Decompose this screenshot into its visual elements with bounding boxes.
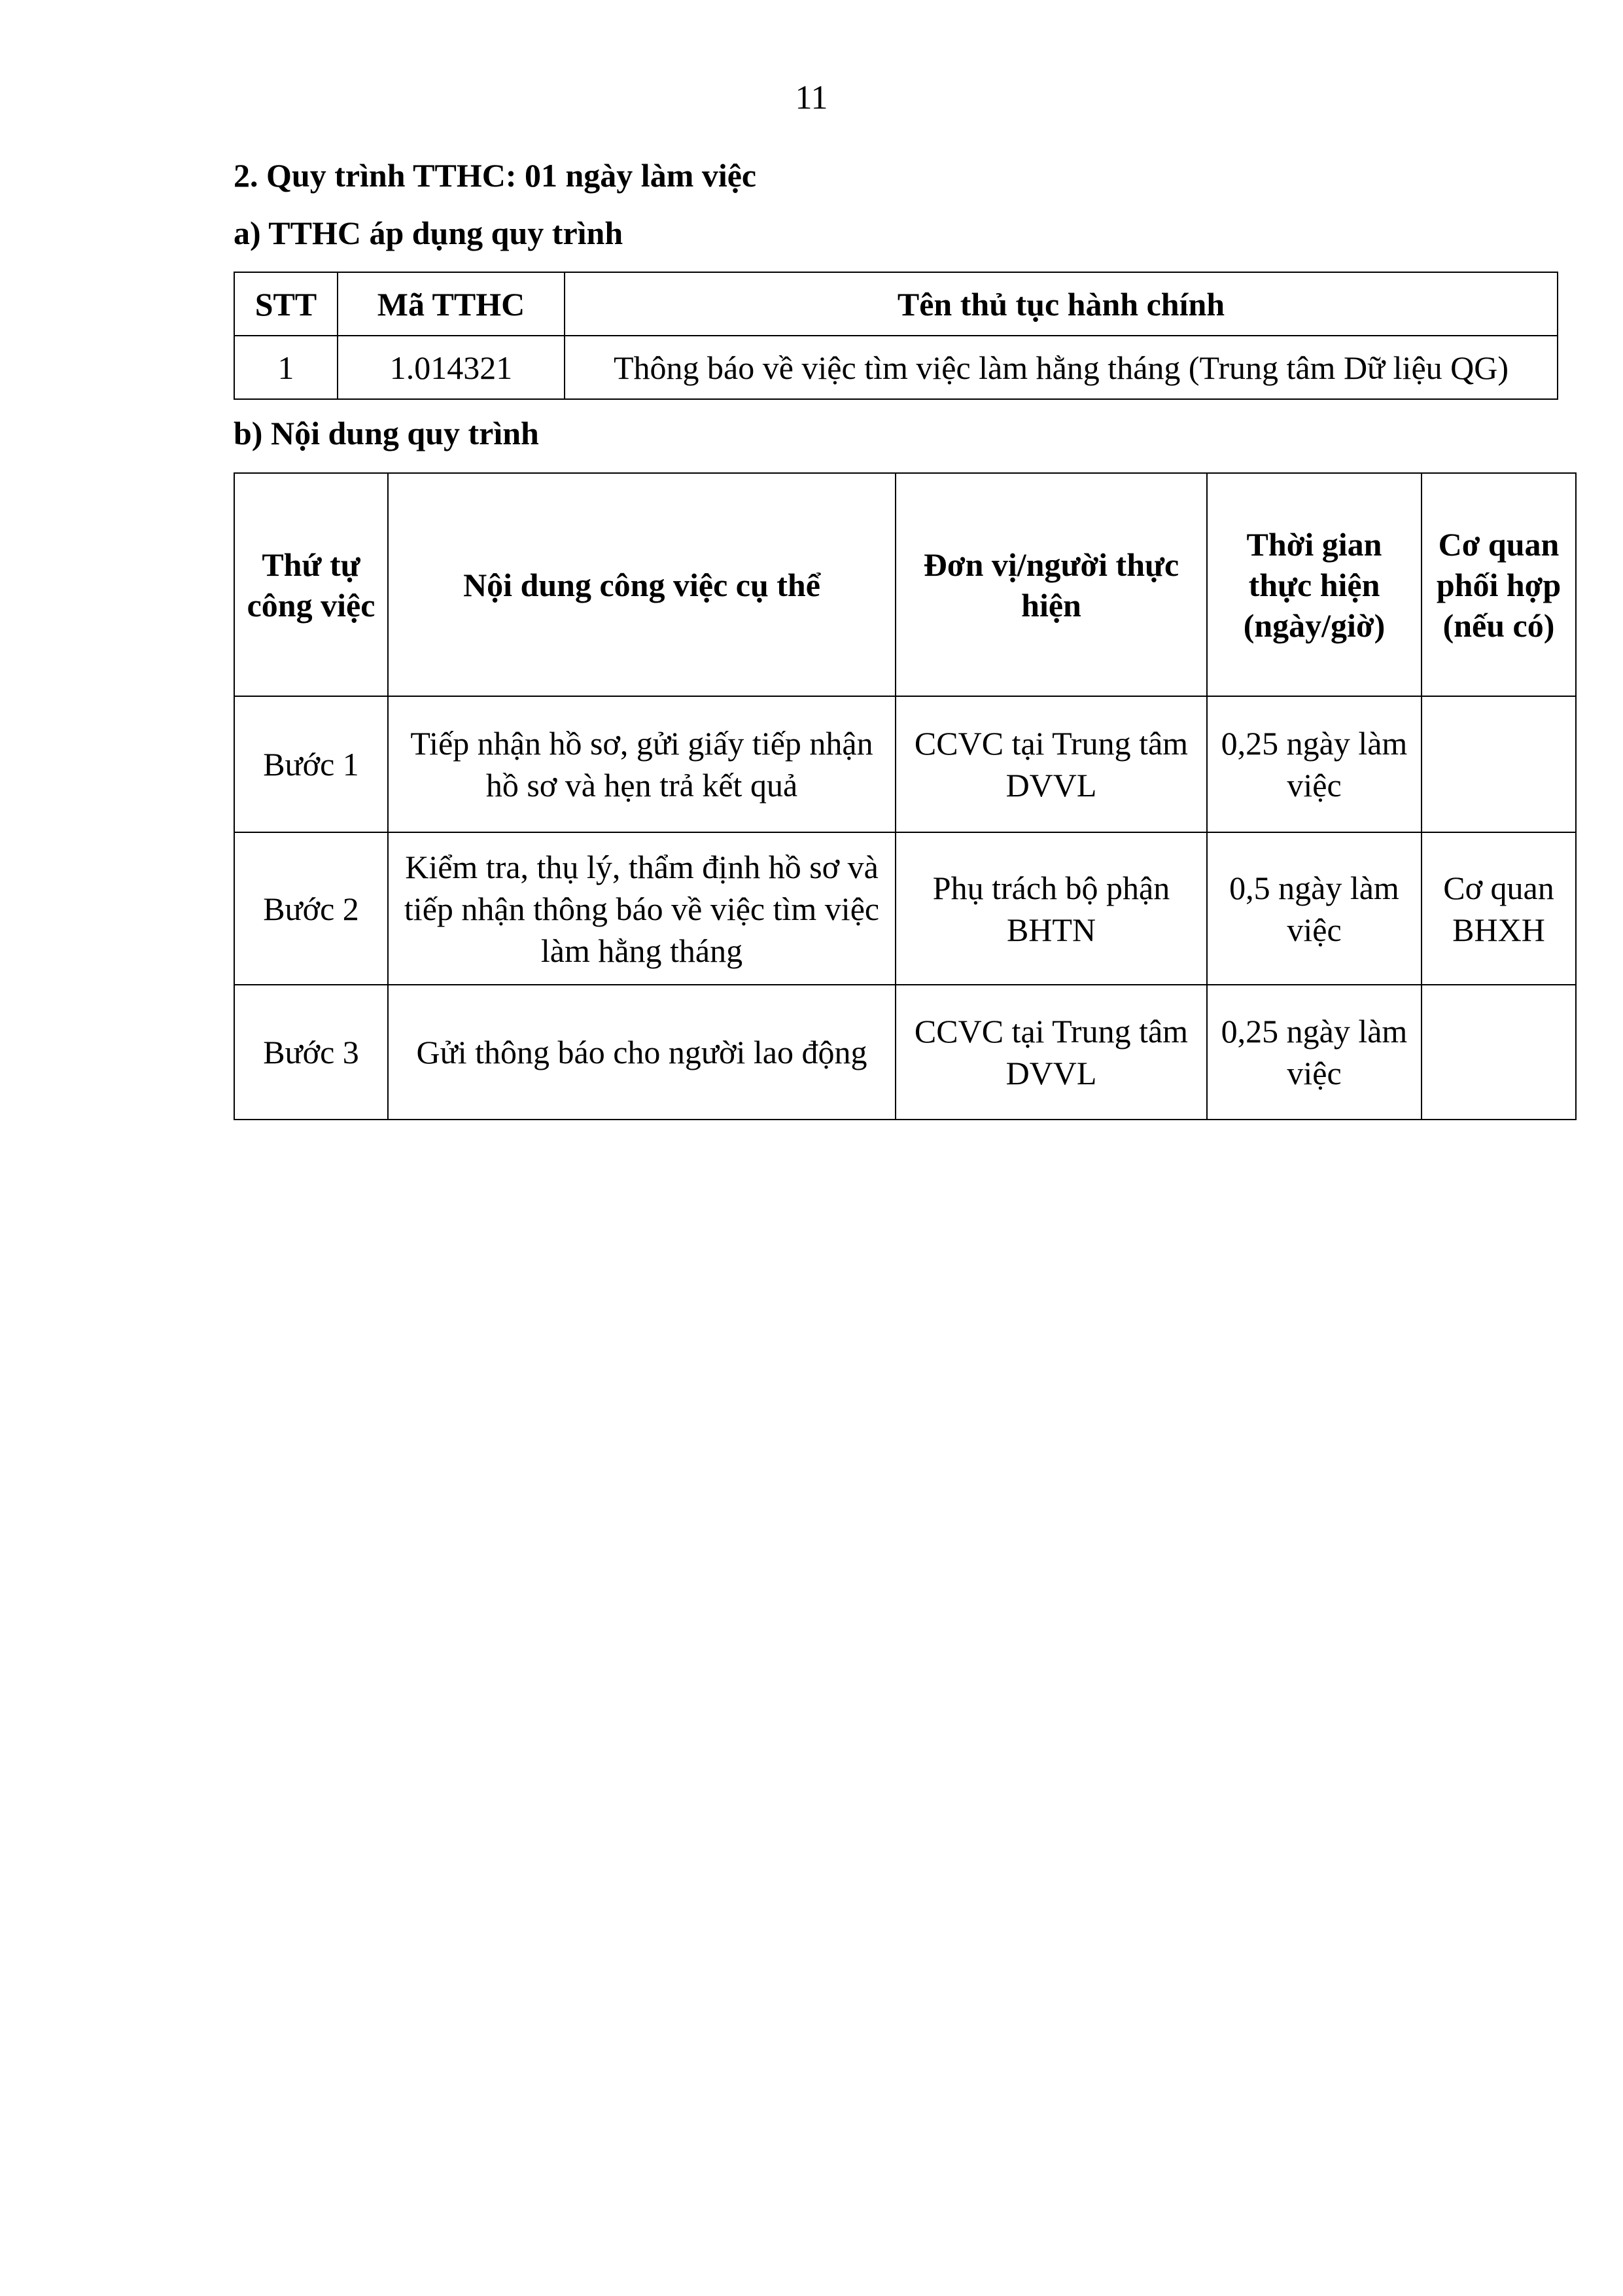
cell-coordinating-agency bbox=[1422, 985, 1576, 1120]
cell-step: Bước 3 bbox=[234, 985, 388, 1120]
cell-stt: 1 bbox=[234, 336, 338, 399]
procedure-table bbox=[234, 272, 1558, 400]
cell-step: Bước 2 bbox=[234, 832, 388, 985]
cell-unit: CCVC tại Trung tâm DVVL bbox=[896, 985, 1207, 1120]
section-title: 2. Quy trình TTHC: 01 ngày làm việc bbox=[234, 157, 757, 194]
cell-content: Tiếp nhận hồ sơ, gửi giấy tiếp nhận hồ sơ và hẹn trả kết quả bbox=[388, 696, 896, 832]
cell-step: Bước 1 bbox=[234, 696, 388, 832]
table-row bbox=[234, 832, 1576, 985]
header-noi-dung: Nội dung công việc cụ thể bbox=[388, 473, 896, 696]
table-header-row bbox=[234, 473, 1576, 696]
cell-time: 0,5 ngày làm việc bbox=[1207, 832, 1422, 985]
subsection-b-title: b) Nội dung quy trình bbox=[234, 415, 539, 451]
cell-unit: CCVC tại Trung tâm DVVL bbox=[896, 696, 1207, 832]
header-thu-tu: Thứ tự công việc bbox=[234, 473, 388, 696]
cell-ten-thu-tuc: Thông báo về việc tìm việc làm hằng tháng (Trung tâm Dữ liệu QG) bbox=[565, 336, 1558, 399]
cell-coordinating-agency bbox=[1422, 696, 1576, 832]
table-row bbox=[234, 985, 1576, 1120]
header-ten-thu-tuc: Tên thủ tục hành chính bbox=[565, 272, 1558, 336]
cell-time: 0,25 ngày làm việc bbox=[1207, 696, 1422, 832]
table-row bbox=[234, 696, 1576, 832]
header-co-quan-phoi-hop: Cơ quan phối hợp (nếu có) bbox=[1422, 473, 1576, 696]
header-ma-tthc: Mã TTHC bbox=[338, 272, 565, 336]
cell-content: Kiểm tra, thụ lý, thẩm định hồ sơ và tiếp nhận thông báo về việc tìm việc làm hằng tháng bbox=[388, 832, 896, 985]
header-stt: STT bbox=[234, 272, 338, 336]
cell-time: 0,25 ngày làm việc bbox=[1207, 985, 1422, 1120]
page-number: 11 bbox=[795, 79, 828, 116]
cell-ma-tthc: 1.014321 bbox=[338, 336, 565, 399]
table-header-row bbox=[234, 272, 1558, 336]
process-steps-table bbox=[234, 472, 1577, 1120]
table-row bbox=[234, 336, 1558, 399]
subsection-a-title: a) TTHC áp dụng quy trình bbox=[234, 215, 623, 251]
cell-content: Gửi thông báo cho người lao động bbox=[388, 985, 896, 1120]
cell-coordinating-agency: Cơ quan BHXH bbox=[1422, 832, 1576, 985]
cell-unit: Phụ trách bộ phận BHTN bbox=[896, 832, 1207, 985]
header-don-vi: Đơn vị/người thực hiện bbox=[896, 473, 1207, 696]
header-thoi-gian: Thời gian thực hiện (ngày/giờ) bbox=[1207, 473, 1422, 696]
